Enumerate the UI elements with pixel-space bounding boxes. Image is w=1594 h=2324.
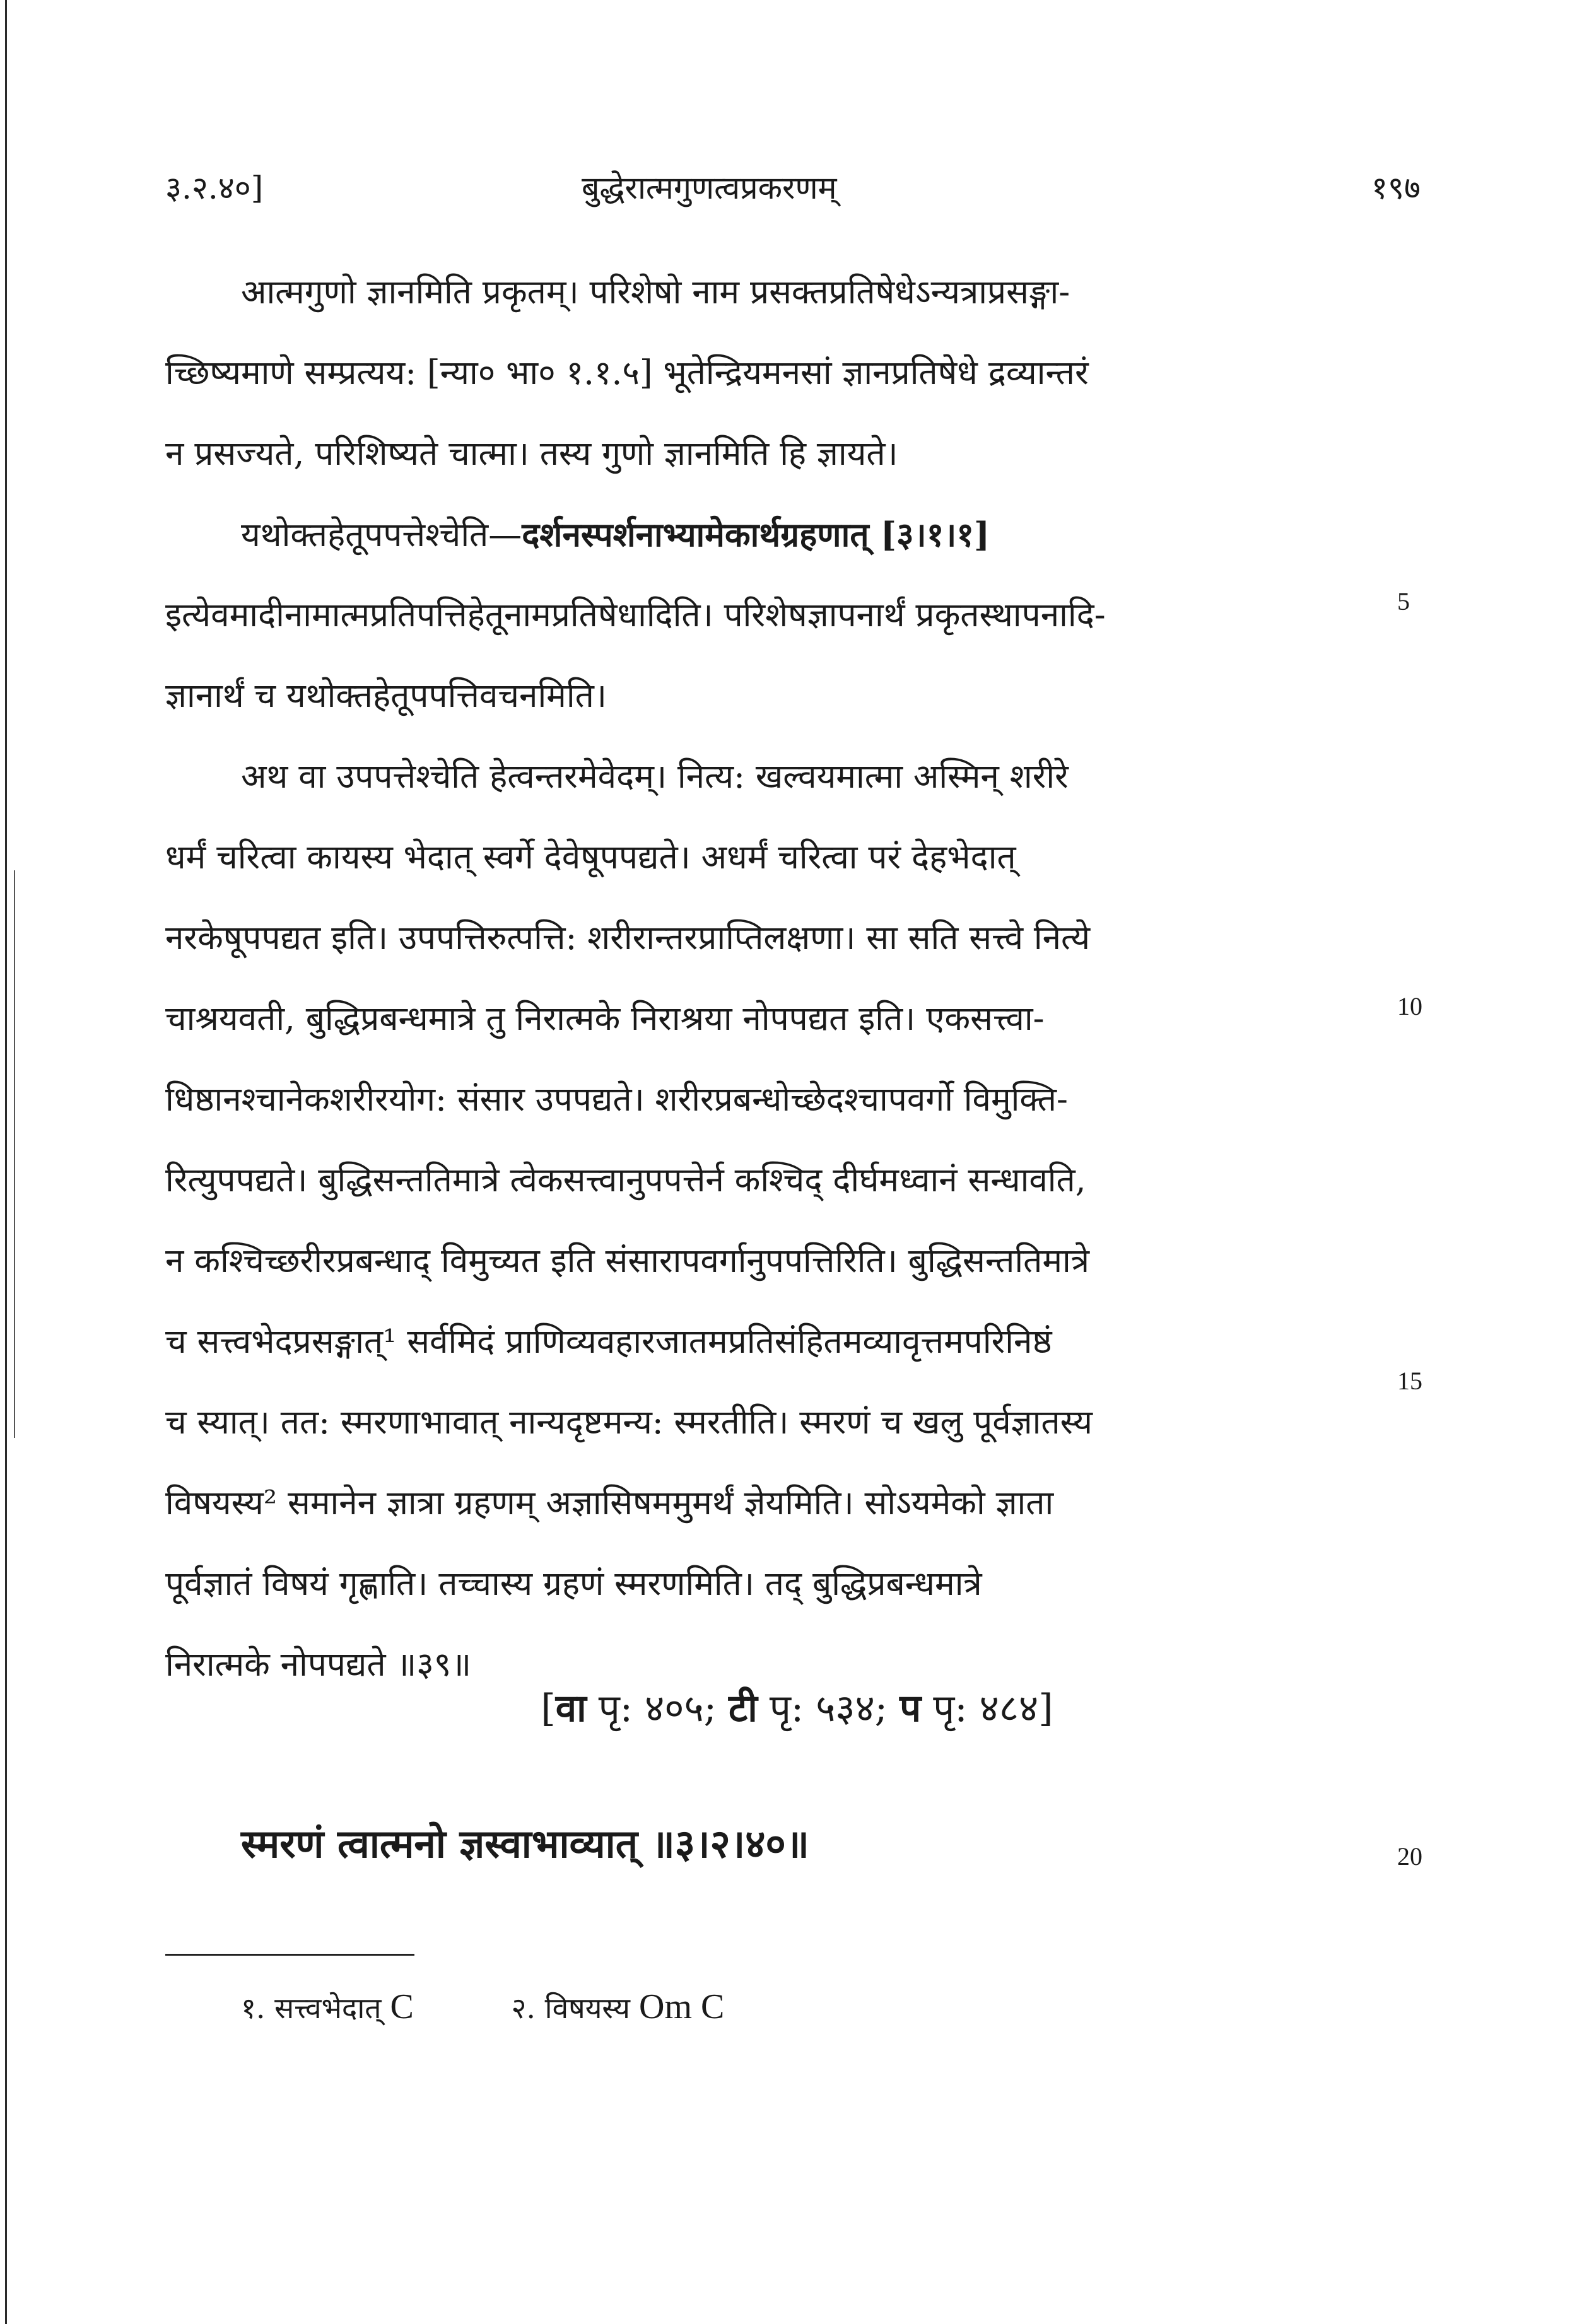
text-line-content: यथोक्तहेतूपपत्तेश्चेति— <box>241 516 522 554</box>
line-number: 5 <box>1397 587 1410 616</box>
footnote-number: १. <box>241 1991 266 2025</box>
text-line-content: रित्युपपद्यते। बुद्धिसन्ततिमात्रे त्वेकसत्त्वानुपपत्तेर्न कश्चिद् दीर्घमध्वानं सन्धावति, <box>165 1161 1086 1200</box>
text-line-content: अथ वा उपपत्तेश्चेति हेत्वन्तरमेवेदम्। नित्य: खल्वयमात्मा अस्मिन् शरीरे <box>241 757 1069 796</box>
scan-edge <box>14 870 15 1438</box>
text-line <box>165 1463 1364 1544</box>
page-number: १९७ <box>1371 170 1421 206</box>
text-line-content: इत्येवमादीनामात्मप्रतिपत्तिहेतूनामप्रतिषेधादिति। परिशेषज्ञापनार्थं प्रकृतस्थापनादि- <box>165 596 1106 634</box>
bracket: [ <box>541 1686 556 1731</box>
running-title: बुद्धेरात्मगुणत्वप्रकरणम् <box>582 170 837 206</box>
text-line <box>165 979 1364 1060</box>
ref-va-page: पृ: ४०५; <box>586 1686 729 1731</box>
line-number: 10 <box>1397 992 1422 1020</box>
text-line-content: धिष्ठानश्चानेकशरीरयोग: संसार उपपद्यते। शरीरप्रबन्धोच्छेदश्चापवर्गो विमुक्ति- <box>165 1080 1068 1119</box>
text-line-content: विषयस्य² समानेन ज्ञात्रा ग्रहणम् अज्ञासिषममुमर्थं ज्ञेयमिति। सोऽयमेको ज्ञाता <box>165 1484 1054 1522</box>
footnote-siglum: C <box>381 1987 414 2026</box>
text-line-content: च्छिष्यमाणे सम्प्रत्यय: [न्या० भा० १.१.५] भूतेन्द्रियमनसां ज्ञानप्रतिषेधे द्रव्यान्तरं <box>165 354 1089 392</box>
text-line <box>165 575 1364 656</box>
line-number: 15 <box>1397 1367 1422 1395</box>
ref-pa: प <box>900 1686 922 1731</box>
text-line <box>165 414 1364 494</box>
footnote-siglum: Om C <box>630 1987 725 2026</box>
text-line <box>165 1302 1364 1382</box>
text-line-content: च स्यात्। तत: स्मरणाभावात् नान्यदृष्टमन्य: स्मरतीति। स्मरणं च खलु पूर्वज्ञातस्य <box>165 1403 1093 1442</box>
section-number: ३.२.४०] <box>165 170 264 206</box>
text-line <box>165 1060 1364 1140</box>
text-line-content: नरकेषूपपद्यत इति। उपपत्तिरुत्पत्ति: शरीरान्तरप्राप्तिलक्षणा। सा सति सत्त्वे नित्ये <box>165 919 1091 957</box>
footnotes <box>241 1987 812 2027</box>
text-line-content: ज्ञानार्थं च यथोक्तहेतूपपत्तिवचनमिति। <box>165 677 607 715</box>
text-line-content: धर्मं चरित्वा कायस्य भेदात् स्वर्गे देवेषूपपद्यते। अधर्मं चरित्वा परं देहभेदात् <box>165 838 1016 877</box>
ref-ti-page: पृ: ५३४; <box>757 1686 900 1731</box>
scan-edge <box>5 0 7 2324</box>
text-line-content: चाश्रयवती, बुद्धिप्रबन्धमात्रे तु निरात्मके निराश्रया नोपपद्यत इति। एकसत्त्वा- <box>165 1000 1045 1038</box>
ref-va: वा <box>555 1686 587 1731</box>
page-header <box>165 165 1421 222</box>
text-line <box>165 333 1364 414</box>
text-line <box>165 494 1364 575</box>
text-line <box>165 737 1364 817</box>
text-line-content: न प्रसज्यते, परिशिष्यते चात्मा। तस्य गुणो ज्ञानमिति हि ज्ञायते। <box>165 435 898 473</box>
ref-ti: टी <box>728 1686 758 1731</box>
text-line-content: न कश्चिच्छरीरप्रबन्धाद् विमुच्यत इति संसारापवर्गानुपपत्तिरिति। बुद्धिसन्ततिमात्रे <box>165 1242 1089 1280</box>
text-line-content: पूर्वज्ञातं विषयं गृह्णाति। तच्चास्य ग्रहणं स्मरणमिति। तद् बुद्धिप्रबन्धमात्रे <box>165 1565 982 1603</box>
sutra-heading: स्मरणं त्वात्मनो ज्ञस्वाभाव्यात् ॥३।२।४०॥ <box>241 1821 809 1867</box>
footnote-number: २. <box>511 1991 536 2025</box>
ref-pa-page: पृ: ४८४ <box>921 1686 1039 1731</box>
footnote-text: सत्त्वभेदात् <box>265 1991 382 2025</box>
commentary-text <box>165 252 1364 1705</box>
footnote <box>511 1987 725 2026</box>
footnote-rule <box>165 1954 414 1956</box>
text-line <box>165 898 1364 979</box>
text-line <box>165 817 1364 898</box>
text-line <box>165 1140 1364 1221</box>
text-line <box>165 1382 1364 1463</box>
text-line-content: आत्मगुणो ज्ञानमिति प्रकृतम्। परिशेषो नाम प्रसक्तप्रतिषेधेऽन्यत्राप्रसङ्गा- <box>241 273 1070 312</box>
text-line <box>165 656 1364 737</box>
footnote <box>241 1987 414 2026</box>
bracket: ] <box>1038 1686 1053 1731</box>
text-line <box>165 252 1364 333</box>
footnote-text: विषयस्य <box>536 1991 630 2025</box>
line-number: 20 <box>1397 1842 1422 1871</box>
text-line-content: निरात्मके नोपपद्यते ॥३९॥ <box>165 1645 472 1684</box>
text-line <box>165 1544 1364 1625</box>
text-line-content: च सत्त्वभेदप्रसङ्गात्¹ सर्वमिदं प्राणिव्यवहारजातमप्रतिसंहितमव्यावृत्तमपरिनिष्ठं <box>165 1323 1052 1361</box>
text-line <box>165 1221 1364 1302</box>
sutra-quote: दर्शनस्पर्शनाभ्यामेकार्थग्रहणात् [३।१।१] <box>522 515 990 554</box>
reference-citation <box>0 1681 1594 1732</box>
